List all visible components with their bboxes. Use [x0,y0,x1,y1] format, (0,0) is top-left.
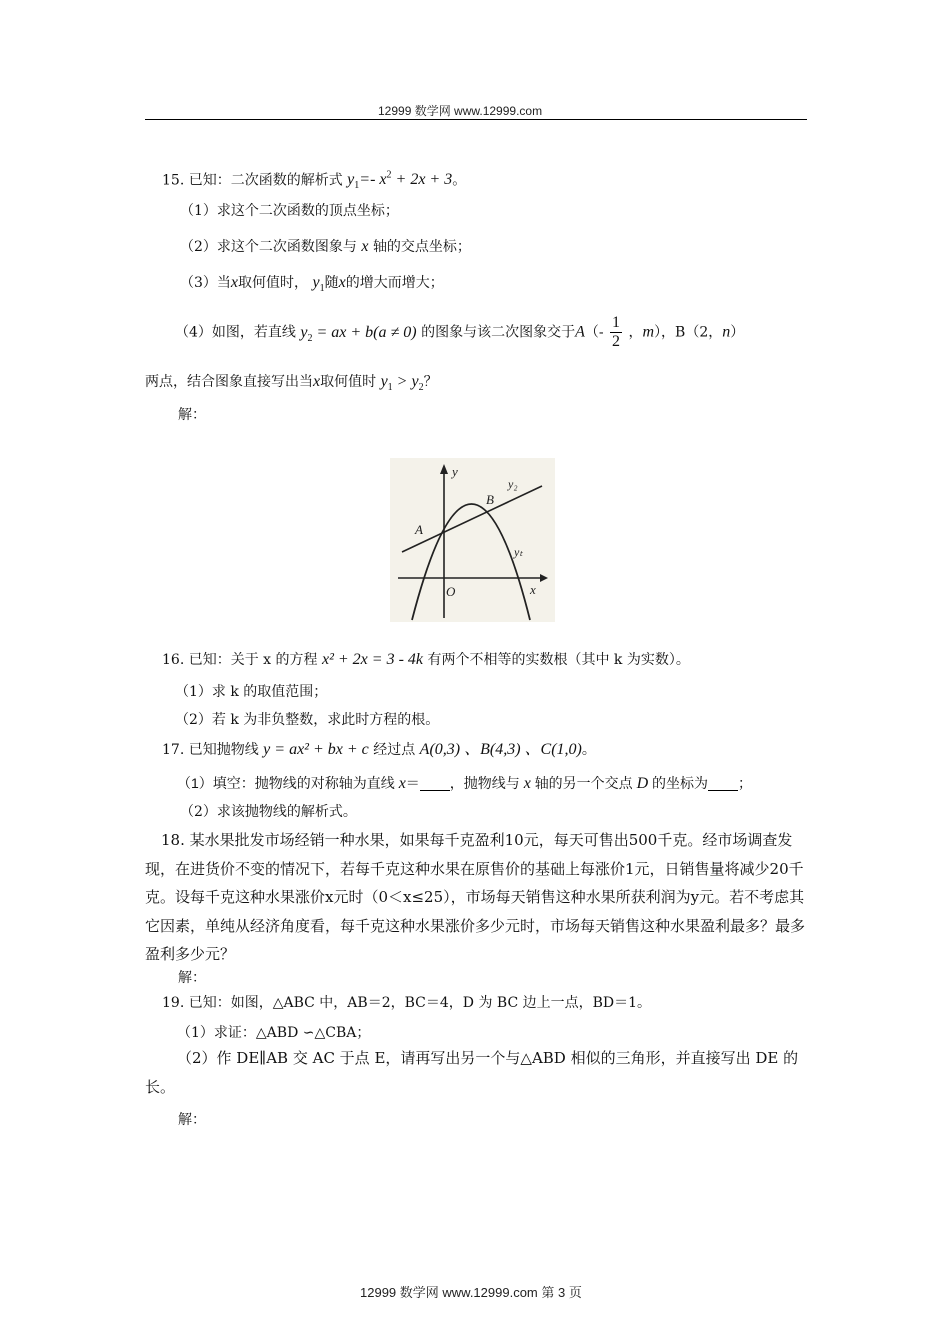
label-y-axis: y [452,464,458,479]
q17-equation: y = ax² + bx + c [263,741,369,758]
page-footer: 12999 数学网 www.12999.com 第 3 页 [360,1285,582,1300]
figure-background [390,458,555,622]
label-point-a: A [415,522,423,537]
label-point-b: B [486,492,494,507]
q19-part2: （2）作 DE∥AB 交 AC 于点 E，请再写出另一个与△ABD 相似的三角形，并直接写出 DE 的长。 [145,1049,799,1096]
label-y1: yₜ [514,545,523,559]
q19-stem: 19. 已知：如图，△ABC 中，AB＝2，BC＝4，D 为 BC 边上一点，BD＝1。 [162,995,652,1011]
q15-stem: 15. 已知：二次函数的解析式 $y_1=-$ $x^2 + 2x + 3$。 [162,170,467,192]
q18-text: 18. 某水果批发市场经销一种水果，如果每千克盈利10元，每天可售出500千克。经市场调查发现，在进货价不变的情况下，若每千克这种水果在原售价的基础上每涨价1元，日销售量将减少20千克。设每千克这种水果涨价x元时（0＜x≤25），市场每天销售这种水果所获利润为y元。若不考虑其它因素，单纯从经济角度看，每千克这种水果涨价多少元时，市场每天销售这种水果盈利最多？最多盈利多少元？ [145,831,806,963]
header-rule [145,119,807,120]
answer-blank-point-d[interactable] [708,776,738,791]
q16-equation: x² + 2x = 3 - 4k [321,651,423,668]
q19-part1: （1）求证：△ABD ∽△CBA； [177,1025,371,1041]
answer-blank-axis[interactable] [420,776,450,791]
parabola-line-figure [390,458,555,622]
label-x-axis: x [530,582,536,597]
label-y2: y₂ [508,477,518,491]
q17-stem: 17. 已知抛物线 y = ax² + bx + c 经过点 A(0,3) 、B(4,3) 、C(1,0)。 [162,741,596,758]
q15-part2: （2）求这个二次函数图象与 x 轴的交点坐标； [180,238,471,255]
q17-part1: （1）填空：抛物线的对称轴为直线 x＝ ，抛物线与 x 轴的另一个交点 D 的坐标为 ； [177,775,753,792]
q16-stem: 16. 已知：关于 x 的方程 x² + 2x = 3 - 4k 有两个不相等的实数根（其中 k 为实数）。 [162,651,690,668]
q16-part1: （1）求 k 的取值范围； [175,684,328,700]
label-origin: O [446,584,456,599]
q15-part4: （4）如图，若直线 $y_2$ = ax + b(a ≠ 0) 的图象与该二次图象交于A（- $\frac{1}{2}$ ，m），B（2，n） [175,314,745,350]
q15-solution-label: 解： [178,407,206,423]
q15-formula: $y_1=-$ $x^2 + 2x + 3$ [347,170,453,192]
q17-part2: （2）求该抛物线的解析式。 [180,804,357,820]
q18-solution-label: 解： [178,970,206,986]
q15-part3: （3）当x取何值时， $y_1$随x的增大而增大； [180,274,444,295]
q19-solution-label: 解： [178,1112,206,1128]
page-header: 12999 数学网 www.12999.com [378,104,543,118]
q15-part1: （1）求这个二次函数的顶点坐标； [180,203,399,219]
q15-part4-cont: 两点，结合图象直接写出当x取何值时 $y_1 > y_2$？ [145,373,438,394]
q16-part2: （2）若 k 为非负整数，求此时方程的根。 [175,712,440,728]
q17-points: A(0,3) 、B(4,3) 、C(1,0) [419,741,582,758]
fraction-one-half: $\frac{1}{2}$ [612,314,621,350]
